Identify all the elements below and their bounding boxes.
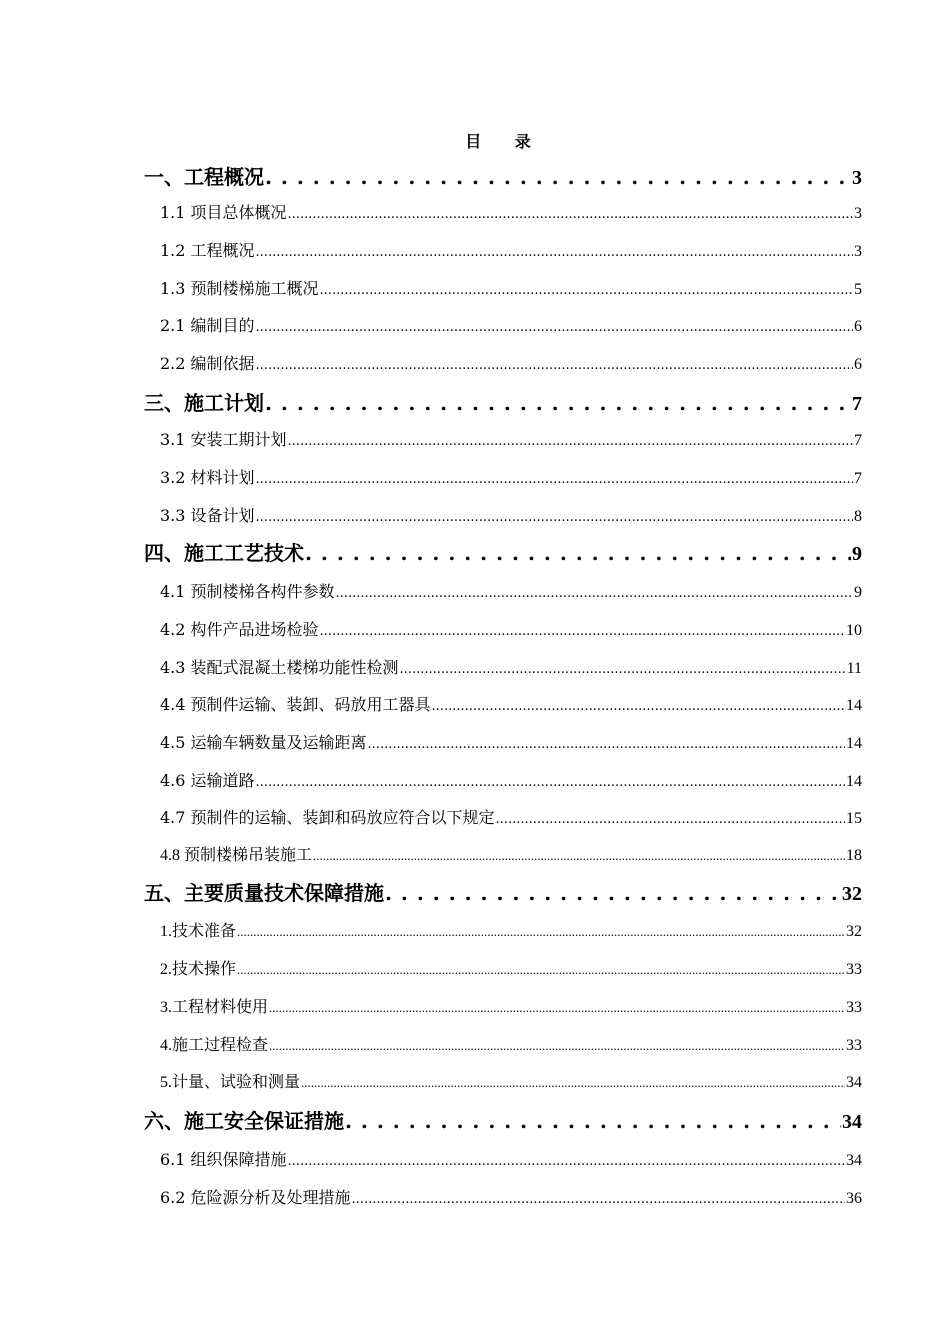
toc-dot-leader <box>269 1034 845 1058</box>
toc-section-entry[interactable] <box>160 504 862 528</box>
toc-entry-text: 6.2 危险源分析及处理措施 <box>160 1188 351 1207</box>
toc-dot-leader <box>368 731 845 757</box>
toc-section-entry[interactable] <box>160 428 862 452</box>
toc-section-entry[interactable] <box>160 618 862 642</box>
toc-entry-text: 2.2 编制依据 <box>160 354 255 373</box>
toc-entry-text: 四、施工工艺技术 <box>144 541 304 565</box>
toc-page-number: 7 <box>854 432 862 449</box>
toc-page-number: 3 <box>852 167 862 189</box>
toc-dot-leader <box>385 878 841 908</box>
toc-entry-text: 3.1 安装工期计划 <box>160 430 287 449</box>
toc-section-entry[interactable] <box>160 1148 862 1172</box>
toc-dot-leader <box>305 538 851 568</box>
toc-section-entry[interactable] <box>160 996 862 1020</box>
toc-dot-leader <box>336 580 853 606</box>
toc-dot-leader <box>320 277 853 303</box>
toc-entry-text: 2.技术操作 <box>160 961 237 978</box>
toc-page-number: 15 <box>846 810 862 827</box>
toc-entry-text: 4.7 预制件的运输、装卸和码放应符合以下规定 <box>160 808 495 827</box>
toc-section-entry[interactable] <box>160 844 862 868</box>
toc-title: 目 录 <box>465 132 545 151</box>
toc-page-number: 11 <box>846 660 862 677</box>
toc-dot-leader <box>288 201 853 227</box>
toc-entry-text: 3.工程材料使用 <box>160 999 269 1016</box>
toc-dot-leader <box>237 958 845 982</box>
toc-page-number: 18 <box>846 847 862 864</box>
toc-entry-text: 1.技术准备 <box>160 923 237 940</box>
toc-section-entry[interactable] <box>160 806 862 830</box>
toc-page-number: 36 <box>846 1190 862 1207</box>
toc-page-number: 6 <box>854 356 862 373</box>
toc-dot-leader <box>288 428 853 454</box>
toc-dot-leader <box>288 1148 845 1174</box>
toc-entry-text: 六、施工安全保证措施 <box>144 1109 344 1133</box>
toc-page-number: 14 <box>846 773 862 790</box>
toc-dot-leader <box>301 1071 845 1095</box>
toc-dot-leader <box>432 693 845 719</box>
toc-page-number: 5 <box>854 281 862 298</box>
toc-page-number: 7 <box>854 470 862 487</box>
toc-chapter-entry[interactable] <box>144 878 862 908</box>
toc-dot-leader <box>237 920 845 944</box>
toc-chapter-entry[interactable] <box>144 388 862 418</box>
toc-page-number: 32 <box>842 883 862 905</box>
toc-entry-text: 4.5 运输车辆数量及运输距离 <box>160 733 367 752</box>
toc-entry-text: 三、施工计划 <box>144 391 264 415</box>
toc-page-number: 34 <box>846 1074 862 1091</box>
toc-section-entry[interactable] <box>160 769 862 793</box>
toc-section-entry[interactable] <box>160 277 862 301</box>
toc-entry-text: 1.3 预制楼梯施工概况 <box>160 279 319 298</box>
toc-entry-text: 1.2 工程概况 <box>160 241 255 260</box>
toc-dot-leader <box>496 806 845 832</box>
toc-entry-text: 4.3 装配式混凝土楼梯功能性检测 <box>160 658 399 677</box>
toc-dot-leader <box>256 314 853 340</box>
toc-section-entry[interactable] <box>160 466 862 490</box>
toc-entry-text: 4.1 预制楼梯各构件参数 <box>160 582 335 601</box>
toc-page-number: 9 <box>854 584 862 601</box>
toc-dot-leader <box>269 996 845 1020</box>
toc-dot-leader <box>256 352 853 378</box>
toc-entry-text: 2.1 编制目的 <box>160 316 255 335</box>
toc-section-entry[interactable] <box>160 239 862 263</box>
toc-entry-text: 4.6 运输道路 <box>160 771 255 790</box>
toc-dot-leader <box>320 618 845 644</box>
toc-dot-leader <box>345 1106 841 1136</box>
toc-section-entry[interactable] <box>160 920 862 944</box>
toc-entry-text: 3.3 设备计划 <box>160 506 255 525</box>
toc-entry-text: 1.1 项目总体概况 <box>160 203 287 222</box>
toc-page-number: 6 <box>854 318 862 335</box>
toc-dot-leader <box>352 1186 845 1212</box>
toc-entry-text: 6.1 组织保障措施 <box>160 1150 287 1169</box>
toc-section-entry[interactable] <box>160 958 862 982</box>
toc-page-number: 14 <box>846 697 862 714</box>
toc-chapter-entry[interactable] <box>144 538 862 568</box>
toc-section-entry[interactable] <box>160 580 862 604</box>
toc-page-number: 3 <box>854 205 862 222</box>
toc-page-number: 9 <box>852 543 862 565</box>
toc-entry-text: 4.施工过程检查 <box>160 1037 269 1054</box>
toc-page-number: 32 <box>846 923 862 940</box>
toc-dot-leader <box>400 656 846 682</box>
toc-dot-leader <box>256 466 853 492</box>
toc-dot-leader <box>256 239 853 265</box>
toc-page-number: 33 <box>846 999 862 1016</box>
toc-entry-text: 五、主要质量技术保障措施 <box>144 881 384 905</box>
toc-section-entry[interactable] <box>160 314 862 338</box>
toc-dot-leader <box>256 769 845 795</box>
toc-dot-leader <box>256 504 853 530</box>
toc-entry-text: 5.计量、试验和测量 <box>160 1074 301 1091</box>
toc-section-entry[interactable] <box>160 693 862 717</box>
toc-section-entry[interactable] <box>160 1186 862 1210</box>
toc-page-number: 33 <box>846 961 862 978</box>
toc-section-entry[interactable] <box>160 1034 862 1058</box>
toc-page-number: 10 <box>846 622 862 639</box>
toc-dot-leader <box>265 162 851 192</box>
toc-section-entry[interactable] <box>160 352 862 376</box>
toc-dot-leader <box>265 388 851 418</box>
toc-section-entry[interactable] <box>160 731 862 755</box>
toc-page-number: 7 <box>852 393 862 415</box>
toc-entry-text: 一、工程概况 <box>144 165 264 189</box>
toc-page-number: 33 <box>846 1037 862 1054</box>
toc-page-number: 14 <box>846 735 862 752</box>
toc-chapter-entry[interactable] <box>144 162 862 192</box>
toc-section-entry[interactable] <box>160 201 862 225</box>
toc-page-number: 34 <box>842 1111 862 1133</box>
toc-dot-leader <box>313 844 845 868</box>
toc-page-number: 8 <box>854 508 862 525</box>
toc-entry-text: 4.4 预制件运输、装卸、码放用工器具 <box>160 695 431 714</box>
toc-entry-text: 4.8 预制楼梯吊装施工 <box>160 847 313 864</box>
toc-page-number: 34 <box>846 1152 862 1169</box>
toc-section-entry[interactable] <box>160 656 862 680</box>
toc-page-number: 3 <box>854 243 862 260</box>
toc-entry-text: 3.2 材料计划 <box>160 468 255 487</box>
toc-section-entry[interactable] <box>160 1071 862 1095</box>
toc-chapter-entry[interactable] <box>144 1106 862 1136</box>
toc-entry-text: 4.2 构件产品进场检验 <box>160 620 319 639</box>
